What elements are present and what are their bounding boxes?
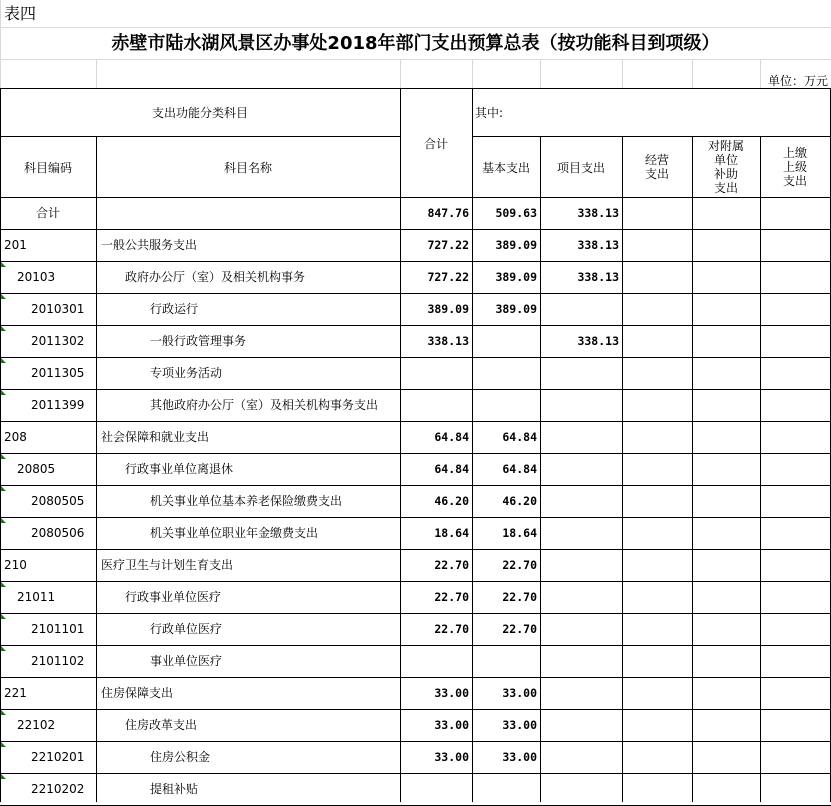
table-row: [0, 677, 831, 709]
cell-name: 机关事业单位职业年金缴费支出: [150, 526, 319, 540]
cell-total: 727.22: [427, 238, 469, 252]
cell-basic: 33.00: [502, 686, 537, 700]
cell-name: 提租补贴: [150, 782, 199, 796]
table-row: [0, 197, 831, 229]
cell-name: 其他政府办公厅（室）及相关机构事务支出: [150, 398, 379, 412]
cell-code: 201: [4, 238, 27, 252]
table-title: 赤壁市陆水湖风景区办事处2018年部门支出预算总表（按功能科目到项级）: [111, 33, 720, 54]
unit-label: 单位：万元: [767, 74, 828, 88]
cell-basic: 33.00: [502, 750, 537, 764]
cell-basic: 64.84: [502, 462, 537, 476]
cell-code: 2011305: [31, 366, 85, 380]
error-indicator-icon: [1, 518, 6, 523]
table-row: [0, 581, 831, 613]
cell-total: 64.84: [434, 430, 469, 444]
cell-code: 2010301: [31, 302, 85, 316]
cell-code: 2210202: [31, 782, 85, 796]
cell-code: 221: [4, 686, 27, 700]
cell-code: 2011302: [31, 334, 85, 348]
cell-basic: 22.70: [502, 590, 537, 604]
table-row: [0, 357, 831, 389]
error-indicator-icon: [1, 326, 6, 331]
table-row: [0, 453, 831, 485]
cell-basic: 509.63: [495, 206, 537, 220]
table-row: [0, 517, 831, 549]
cell-total: 33.00: [434, 718, 469, 732]
cell-code: 2101101: [31, 622, 85, 636]
table-row: [0, 645, 831, 677]
error-indicator-icon: [1, 262, 6, 267]
cell-basic: 18.64: [502, 526, 537, 540]
cell-name: 行政事业单位离退休: [125, 462, 234, 476]
cell-code: 20805: [17, 462, 56, 476]
cell-name: 住房公积金: [150, 750, 211, 764]
table-row: [0, 293, 831, 325]
header-remit: 上缴 上级 支出: [782, 146, 807, 188]
cell-basic: 389.09: [495, 238, 537, 252]
cell-total: 22.70: [434, 590, 469, 604]
error-indicator-icon: [1, 358, 6, 363]
table-row: [0, 229, 831, 261]
cell-total: 18.64: [434, 526, 469, 540]
cell-name: 医疗卫生与计划生育支出: [101, 558, 234, 572]
error-indicator-icon: [1, 614, 6, 619]
error-indicator-icon: [1, 742, 6, 747]
error-indicator-icon: [1, 454, 6, 459]
cell-name: 政府办公厅（室）及相关机构事务: [125, 270, 306, 284]
error-indicator-icon: [1, 294, 6, 299]
cell-name: 一般公共服务支出: [101, 238, 198, 252]
cell-name: 机关事业单位基本养老保险缴费支出: [150, 494, 343, 508]
cell-total: 33.00: [434, 686, 469, 700]
cell-code: 合计: [36, 206, 61, 220]
cell-name: 一般行政管理事务: [150, 334, 247, 348]
error-indicator-icon: [1, 390, 6, 395]
cell-basic: 389.09: [495, 302, 537, 316]
error-indicator-icon: [1, 774, 6, 779]
header-code: 科目编码: [23, 161, 72, 175]
cell-code: 20103: [17, 270, 56, 284]
cell-name: 住房保障支出: [101, 686, 174, 700]
cell-code: 2101102: [31, 654, 85, 668]
cell-total: 33.00: [434, 750, 469, 764]
cell-name: 住房改革支出: [125, 718, 198, 732]
cell-project: 338.13: [577, 206, 619, 220]
sheet-label: 表四: [4, 4, 37, 23]
error-indicator-icon: [1, 646, 6, 651]
cell-name: 事业单位医疗: [150, 654, 223, 668]
header-category-group: 支出功能分类科目: [151, 106, 248, 120]
header-operating: 经营 支出: [644, 153, 669, 181]
table-row: [0, 421, 831, 453]
cell-code: 210: [4, 558, 27, 572]
table-row: [0, 709, 831, 741]
table-row: [0, 549, 831, 581]
cell-basic: 22.70: [502, 558, 537, 572]
header-subsidy: 对附属 单位 补助 支出: [707, 139, 744, 195]
cell-name: 社会保障和就业支出: [101, 430, 210, 444]
cell-basic: 33.00: [502, 718, 537, 732]
cell-code: 22102: [17, 718, 56, 732]
cell-name: 行政运行: [150, 302, 199, 316]
cell-total: 22.70: [434, 622, 469, 636]
header-project: 项目支出: [556, 161, 605, 175]
cell-basic: 22.70: [502, 622, 537, 636]
cell-name: 行政单位医疗: [150, 622, 223, 636]
table-row: [0, 325, 831, 357]
cell-code: 21011: [17, 590, 56, 604]
cell-code: 2080505: [31, 494, 85, 508]
cell-name: 专项业务活动: [150, 366, 223, 380]
table-row: [0, 741, 831, 773]
table-row: [0, 261, 831, 293]
cell-total: 389.09: [427, 302, 469, 316]
cell-total: 727.22: [427, 270, 469, 284]
cell-project: 338.13: [577, 334, 619, 348]
cell-total: 22.70: [434, 558, 469, 572]
cell-code: 2080506: [31, 526, 85, 540]
error-indicator-icon: [1, 710, 6, 715]
header-name: 科目名称: [223, 161, 272, 175]
header-basic: 基本支出: [481, 161, 530, 175]
error-indicator-icon: [1, 582, 6, 587]
cell-code: 2210201: [31, 750, 85, 764]
cell-total: 847.76: [427, 206, 469, 220]
error-indicator-icon: [1, 486, 6, 491]
header-of-which: 其中:: [475, 106, 504, 120]
cell-total: 64.84: [434, 462, 469, 476]
table-row: [0, 485, 831, 517]
cell-basic: 64.84: [502, 430, 537, 444]
cell-basic: 46.20: [502, 494, 537, 508]
cell-project: 338.13: [577, 238, 619, 252]
cell-name: 行政事业单位医疗: [125, 590, 222, 604]
table-row: [0, 389, 831, 421]
cell-total: 46.20: [434, 494, 469, 508]
cell-code: 208: [4, 430, 27, 444]
table-row: [0, 773, 831, 805]
cell-project: 338.13: [577, 270, 619, 284]
header-total: 合计: [423, 137, 448, 151]
table-row: [0, 613, 831, 645]
cell-total: 338.13: [427, 334, 469, 348]
cell-basic: 389.09: [495, 270, 537, 284]
cell-code: 2011399: [31, 398, 85, 412]
